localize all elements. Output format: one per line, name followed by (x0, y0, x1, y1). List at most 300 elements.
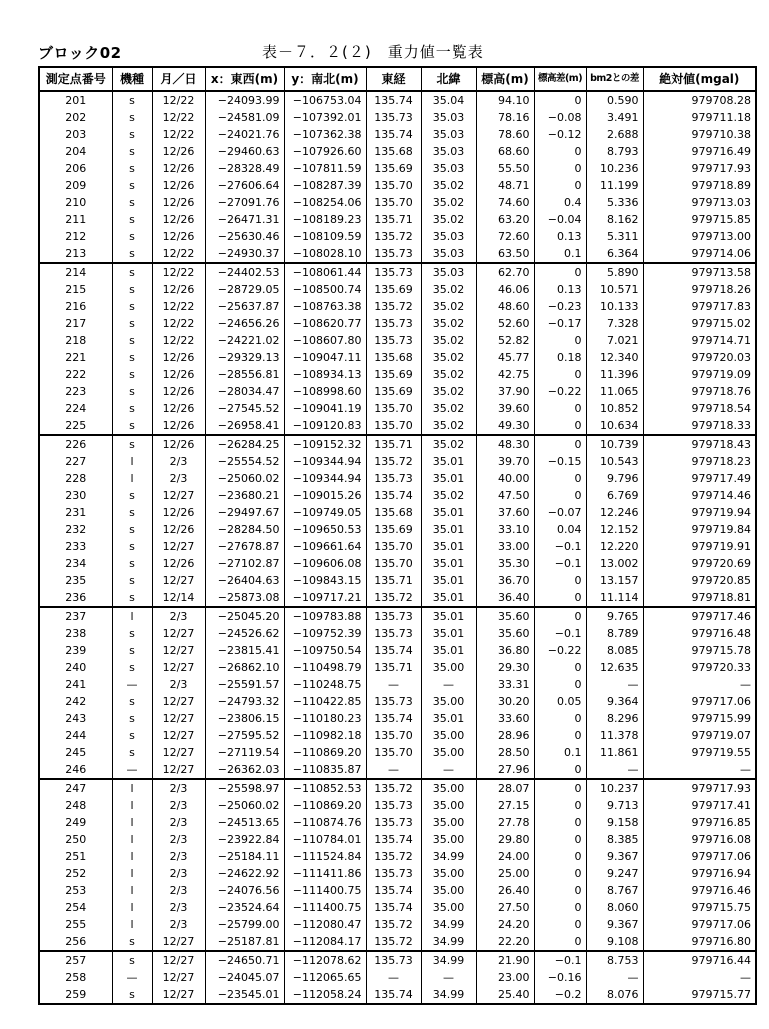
instrument-cell: s (112, 143, 152, 160)
table-row (39, 951, 756, 969)
point-id-cell: 238 (39, 625, 112, 642)
latitude-cell: 34.99 (421, 986, 476, 1004)
table-row (39, 986, 756, 1004)
elevation-cell: 46.06 (476, 281, 534, 298)
latitude-cell: 35.02 (421, 487, 476, 504)
elevation-diff-cell: −0.22 (534, 383, 586, 400)
y-north-south-cell: −108934.13 (284, 366, 366, 383)
date-cell: 12/26 (152, 211, 205, 228)
bm2-diff-cell: 3.491 (586, 109, 643, 126)
point-id-cell: 223 (39, 383, 112, 400)
absolute-value-cell: 979720.85 (643, 572, 756, 589)
y-north-south-cell: −108109.59 (284, 228, 366, 245)
header-bm2-diff: bm2との差 (586, 67, 643, 91)
table-row (39, 848, 756, 865)
table-row (39, 228, 756, 245)
instrument-cell: s (112, 383, 152, 400)
longitude-cell: 135.72 (366, 228, 421, 245)
x-east-west-cell: −27119.54 (205, 744, 284, 761)
latitude-cell: 35.02 (421, 383, 476, 400)
date-cell: 12/27 (152, 487, 205, 504)
absolute-value-cell: 979714.06 (643, 245, 756, 263)
latitude-cell: 35.03 (421, 143, 476, 160)
bm2-diff-cell: 9.247 (586, 865, 643, 882)
date-cell: 12/22 (152, 332, 205, 349)
date-cell: 12/27 (152, 951, 205, 969)
table-body (39, 91, 756, 1004)
date-cell: 12/27 (152, 659, 205, 676)
point-id-cell: 210 (39, 194, 112, 211)
absolute-value-cell: 979718.89 (643, 177, 756, 194)
x-east-west-cell: −24622.92 (205, 865, 284, 882)
y-north-south-cell: −109041.19 (284, 400, 366, 417)
longitude-cell: 135.68 (366, 143, 421, 160)
latitude-cell: 34.99 (421, 848, 476, 865)
instrument-cell: s (112, 435, 152, 453)
bm2-diff-cell: 9.158 (586, 814, 643, 831)
absolute-value-cell: 979714.46 (643, 487, 756, 504)
longitude-cell: 135.68 (366, 504, 421, 521)
x-east-west-cell: −27102.87 (205, 555, 284, 572)
date-cell: 12/26 (152, 435, 205, 453)
y-north-south-cell: −108061.44 (284, 263, 366, 281)
longitude-cell: 135.74 (366, 831, 421, 848)
latitude-cell: — (421, 761, 476, 779)
elevation-diff-cell: 0 (534, 899, 586, 916)
x-east-west-cell: −25554.52 (205, 453, 284, 470)
latitude-cell: 35.01 (421, 538, 476, 555)
longitude-cell: 135.73 (366, 607, 421, 625)
table-row (39, 315, 756, 332)
header-x-east-west: x：東西(m) (205, 67, 284, 91)
y-north-south-cell: −109047.11 (284, 349, 366, 366)
latitude-cell: 34.99 (421, 916, 476, 933)
date-cell: 12/26 (152, 194, 205, 211)
y-north-south-cell: −110248.75 (284, 676, 366, 693)
elevation-cell: 35.60 (476, 607, 534, 625)
longitude-cell: 135.73 (366, 245, 421, 263)
y-north-south-cell: −110874.76 (284, 814, 366, 831)
instrument-cell: s (112, 211, 152, 228)
latitude-cell: 35.01 (421, 607, 476, 625)
longitude-cell: 135.73 (366, 625, 421, 642)
latitude-cell: 35.03 (421, 263, 476, 281)
elevation-cell: 35.60 (476, 625, 534, 642)
absolute-value-cell: 979716.08 (643, 831, 756, 848)
elevation-cell: 63.50 (476, 245, 534, 263)
latitude-cell: 35.02 (421, 400, 476, 417)
x-east-west-cell: −25630.46 (205, 228, 284, 245)
elevation-diff-cell: −0.17 (534, 315, 586, 332)
table-row (39, 400, 756, 417)
point-id-cell: 237 (39, 607, 112, 625)
instrument-cell: s (112, 727, 152, 744)
table-row (39, 263, 756, 281)
y-north-south-cell: −110422.85 (284, 693, 366, 710)
bm2-diff-cell: 11.861 (586, 744, 643, 761)
bm2-diff-cell: 8.162 (586, 211, 643, 228)
block-title: ブロック02 (38, 44, 122, 62)
y-north-south-cell: −107926.60 (284, 143, 366, 160)
table-row (39, 969, 756, 986)
absolute-value-cell: 979719.07 (643, 727, 756, 744)
bm2-diff-cell: 11.114 (586, 589, 643, 607)
header-latitude: 北緯 (421, 67, 476, 91)
elevation-diff-cell: 0 (534, 814, 586, 831)
x-east-west-cell: −23806.15 (205, 710, 284, 727)
absolute-value-cell: 979719.91 (643, 538, 756, 555)
latitude-cell: — (421, 676, 476, 693)
longitude-cell: 135.71 (366, 659, 421, 676)
latitude-cell: 35.02 (421, 435, 476, 453)
latitude-cell: 35.01 (421, 470, 476, 487)
table-row (39, 504, 756, 521)
elevation-cell: 39.60 (476, 400, 534, 417)
x-east-west-cell: −28556.81 (205, 366, 284, 383)
elevation-diff-cell: −0.04 (534, 211, 586, 228)
instrument-cell: s (112, 177, 152, 194)
longitude-cell: 135.73 (366, 332, 421, 349)
absolute-value-cell: 979713.58 (643, 263, 756, 281)
elevation-diff-cell: 0.1 (534, 245, 586, 263)
instrument-cell: s (112, 366, 152, 383)
elevation-cell: 55.50 (476, 160, 534, 177)
instrument-cell: s (112, 332, 152, 349)
table-row (39, 435, 756, 453)
longitude-cell: 135.72 (366, 453, 421, 470)
absolute-value-cell: 979713.00 (643, 228, 756, 245)
x-east-west-cell: −25799.00 (205, 916, 284, 933)
longitude-cell: 135.72 (366, 779, 421, 797)
absolute-value-cell: 979718.33 (643, 417, 756, 435)
y-north-south-cell: −110784.01 (284, 831, 366, 848)
elevation-diff-cell: 0 (534, 779, 586, 797)
y-north-south-cell: −107811.59 (284, 160, 366, 177)
date-cell: 12/22 (152, 298, 205, 315)
elevation-cell: 22.20 (476, 933, 534, 951)
point-id-cell: 216 (39, 298, 112, 315)
longitude-cell: 135.71 (366, 435, 421, 453)
point-id-cell: 252 (39, 865, 112, 882)
table-row (39, 126, 756, 143)
absolute-value-cell: 979713.03 (643, 194, 756, 211)
elevation-cell: 49.30 (476, 417, 534, 435)
latitude-cell: 35.02 (421, 349, 476, 366)
x-east-west-cell: −28034.47 (205, 383, 284, 400)
table-title: 表－７．２(２) 重力値一覧表 (262, 43, 484, 61)
table-row (39, 91, 756, 109)
absolute-value-cell: 979710.38 (643, 126, 756, 143)
longitude-cell: 135.69 (366, 366, 421, 383)
latitude-cell: 35.01 (421, 642, 476, 659)
absolute-value-cell: 979719.94 (643, 504, 756, 521)
table-row (39, 555, 756, 572)
point-id-cell: 228 (39, 470, 112, 487)
table-row (39, 831, 756, 848)
elevation-cell: 33.60 (476, 710, 534, 727)
instrument-cell: s (112, 194, 152, 211)
point-id-cell: 232 (39, 521, 112, 538)
longitude-cell: 135.68 (366, 349, 421, 366)
table-row (39, 899, 756, 916)
table-row (39, 814, 756, 831)
bm2-diff-cell: 11.378 (586, 727, 643, 744)
table-row (39, 744, 756, 761)
elevation-cell: 35.30 (476, 555, 534, 572)
table-row (39, 676, 756, 693)
bm2-diff-cell: 13.002 (586, 555, 643, 572)
elevation-cell: 27.50 (476, 899, 534, 916)
elevation-cell: 42.75 (476, 366, 534, 383)
absolute-value-cell: 979718.26 (643, 281, 756, 298)
instrument-cell: s (112, 298, 152, 315)
bm2-diff-cell: 12.246 (586, 504, 643, 521)
latitude-cell: — (421, 969, 476, 986)
y-north-south-cell: −109661.64 (284, 538, 366, 555)
bm2-diff-cell: 5.336 (586, 194, 643, 211)
table-row (39, 916, 756, 933)
y-north-south-cell: −110180.23 (284, 710, 366, 727)
elevation-diff-cell: 0 (534, 589, 586, 607)
y-north-south-cell: −111411.86 (284, 865, 366, 882)
x-east-west-cell: −27091.76 (205, 194, 284, 211)
elevation-cell: 25.00 (476, 865, 534, 882)
elevation-diff-cell: 0.4 (534, 194, 586, 211)
instrument-cell: l (112, 831, 152, 848)
absolute-value-cell: 979719.55 (643, 744, 756, 761)
bm2-diff-cell: 10.634 (586, 417, 643, 435)
elevation-diff-cell: −0.23 (534, 298, 586, 315)
latitude-cell: 35.02 (421, 315, 476, 332)
latitude-cell: 35.00 (421, 727, 476, 744)
date-cell: 12/22 (152, 91, 205, 109)
latitude-cell: 35.02 (421, 366, 476, 383)
point-id-cell: 221 (39, 349, 112, 366)
point-id-cell: 222 (39, 366, 112, 383)
table-row (39, 417, 756, 435)
elevation-diff-cell: 0 (534, 710, 586, 727)
date-cell: 12/26 (152, 366, 205, 383)
latitude-cell: 35.01 (421, 504, 476, 521)
y-north-south-cell: −108763.38 (284, 298, 366, 315)
date-cell: 12/26 (152, 383, 205, 400)
point-id-cell: 250 (39, 831, 112, 848)
elevation-diff-cell: 0 (534, 417, 586, 435)
bm2-diff-cell: 8.767 (586, 882, 643, 899)
date-cell: 12/27 (152, 710, 205, 727)
instrument-cell: s (112, 642, 152, 659)
instrument-cell: s (112, 710, 152, 727)
y-north-south-cell: −109750.54 (284, 642, 366, 659)
header-elevation-diff: 標高差(m) (534, 67, 586, 91)
absolute-value-cell: 979717.49 (643, 470, 756, 487)
point-id-cell: 224 (39, 400, 112, 417)
longitude-cell: 135.72 (366, 298, 421, 315)
elevation-cell: 36.70 (476, 572, 534, 589)
table-row (39, 538, 756, 555)
table-row (39, 332, 756, 349)
absolute-value-cell: 979715.02 (643, 315, 756, 332)
longitude-cell: 135.73 (366, 470, 421, 487)
x-east-west-cell: −24045.07 (205, 969, 284, 986)
instrument-cell: s (112, 986, 152, 1004)
y-north-south-cell: −111400.75 (284, 899, 366, 916)
elevation-diff-cell: 0 (534, 332, 586, 349)
longitude-cell: 135.73 (366, 797, 421, 814)
instrument-cell: s (112, 555, 152, 572)
bm2-diff-cell: 9.367 (586, 848, 643, 865)
longitude-cell: 135.73 (366, 109, 421, 126)
table-row (39, 177, 756, 194)
date-cell: 2/3 (152, 453, 205, 470)
bm2-diff-cell: 9.367 (586, 916, 643, 933)
longitude-cell: 135.74 (366, 986, 421, 1004)
point-id-cell: 259 (39, 986, 112, 1004)
longitude-cell: 135.72 (366, 933, 421, 951)
bm2-diff-cell: — (586, 676, 643, 693)
absolute-value-cell: 979717.41 (643, 797, 756, 814)
date-cell: 12/27 (152, 986, 205, 1004)
longitude-cell: 135.70 (366, 538, 421, 555)
date-cell: 2/3 (152, 865, 205, 882)
x-east-west-cell: −23922.84 (205, 831, 284, 848)
bm2-diff-cell: 12.340 (586, 349, 643, 366)
x-east-west-cell: −28284.50 (205, 521, 284, 538)
latitude-cell: 35.00 (421, 865, 476, 882)
elevation-diff-cell: 0 (534, 263, 586, 281)
bm2-diff-cell: 10.739 (586, 435, 643, 453)
longitude-cell: 135.74 (366, 882, 421, 899)
y-north-south-cell: −112065.65 (284, 969, 366, 986)
instrument-cell: l (112, 797, 152, 814)
date-cell: 12/14 (152, 589, 205, 607)
x-east-west-cell: −26958.41 (205, 417, 284, 435)
bm2-diff-cell: 10.237 (586, 779, 643, 797)
longitude-cell: 135.73 (366, 693, 421, 710)
bm2-diff-cell: 7.328 (586, 315, 643, 332)
date-cell: 2/3 (152, 899, 205, 916)
latitude-cell: 35.01 (421, 589, 476, 607)
instrument-cell: — (112, 761, 152, 779)
elevation-cell: 36.40 (476, 589, 534, 607)
header-y-north-south: y：南北(m) (284, 67, 366, 91)
x-east-west-cell: −25060.02 (205, 470, 284, 487)
y-north-south-cell: −112084.17 (284, 933, 366, 951)
instrument-cell: l (112, 779, 152, 797)
elevation-diff-cell: 0 (534, 676, 586, 693)
date-cell: 2/3 (152, 797, 205, 814)
y-north-south-cell: −110869.20 (284, 744, 366, 761)
date-cell: 12/26 (152, 228, 205, 245)
x-east-west-cell: −24402.53 (205, 263, 284, 281)
elevation-diff-cell: −0.2 (534, 986, 586, 1004)
table-row (39, 281, 756, 298)
y-north-south-cell: −108607.80 (284, 332, 366, 349)
x-east-west-cell: −25184.11 (205, 848, 284, 865)
point-id-cell: 230 (39, 487, 112, 504)
date-cell: 12/27 (152, 933, 205, 951)
elevation-diff-cell: 0 (534, 659, 586, 676)
date-cell: 12/26 (152, 400, 205, 417)
y-north-south-cell: −108620.77 (284, 315, 366, 332)
y-north-south-cell: −109015.26 (284, 487, 366, 504)
absolute-value-cell: — (643, 676, 756, 693)
y-north-south-cell: −109843.15 (284, 572, 366, 589)
x-east-west-cell: −24656.26 (205, 315, 284, 332)
latitude-cell: 35.03 (421, 245, 476, 263)
absolute-value-cell: 979717.06 (643, 848, 756, 865)
point-id-cell: 255 (39, 916, 112, 933)
elevation-cell: 52.82 (476, 332, 534, 349)
elevation-diff-cell: 0 (534, 177, 586, 194)
bm2-diff-cell: 8.789 (586, 625, 643, 642)
x-east-west-cell: −23545.01 (205, 986, 284, 1004)
header-point-id: 測定点番号 (39, 67, 112, 91)
x-east-west-cell: −23815.41 (205, 642, 284, 659)
longitude-cell: 135.70 (366, 177, 421, 194)
absolute-value-cell: 979716.49 (643, 143, 756, 160)
point-id-cell: 249 (39, 814, 112, 831)
x-east-west-cell: −29460.63 (205, 143, 284, 160)
point-id-cell: 231 (39, 504, 112, 521)
table-row (39, 659, 756, 676)
header-elevation: 標高(m) (476, 67, 534, 91)
instrument-cell: l (112, 916, 152, 933)
bm2-diff-cell: 12.152 (586, 521, 643, 538)
x-east-west-cell: −24793.32 (205, 693, 284, 710)
x-east-west-cell: −26284.25 (205, 435, 284, 453)
instrument-cell: s (112, 417, 152, 435)
y-north-south-cell: −110982.18 (284, 727, 366, 744)
date-cell: 12/27 (152, 693, 205, 710)
absolute-value-cell: 979716.46 (643, 882, 756, 899)
bm2-diff-cell: 11.396 (586, 366, 643, 383)
header-date: 月／日 (152, 67, 205, 91)
absolute-value-cell: 979717.46 (643, 607, 756, 625)
longitude-cell: 135.70 (366, 400, 421, 417)
longitude-cell: 135.73 (366, 865, 421, 882)
elevation-diff-cell: 0.13 (534, 281, 586, 298)
longitude-cell: 135.74 (366, 899, 421, 916)
table-row (39, 521, 756, 538)
bm2-diff-cell: 13.157 (586, 572, 643, 589)
longitude-cell: 135.69 (366, 281, 421, 298)
bm2-diff-cell: 8.793 (586, 143, 643, 160)
instrument-cell: s (112, 91, 152, 109)
elevation-cell: 27.78 (476, 814, 534, 831)
elevation-cell: 29.30 (476, 659, 534, 676)
date-cell: 12/26 (152, 281, 205, 298)
absolute-value-cell: 979711.18 (643, 109, 756, 126)
table-row (39, 761, 756, 779)
header-longitude: 東経 (366, 67, 421, 91)
elevation-diff-cell: 0 (534, 882, 586, 899)
elevation-cell: 33.31 (476, 676, 534, 693)
absolute-value-cell: 979715.99 (643, 710, 756, 727)
bm2-diff-cell: 5.890 (586, 263, 643, 281)
point-id-cell: 236 (39, 589, 112, 607)
point-id-cell: 206 (39, 160, 112, 177)
date-cell: 12/26 (152, 521, 205, 538)
elevation-diff-cell: 0 (534, 143, 586, 160)
date-cell: 2/3 (152, 607, 205, 625)
date-cell: 2/3 (152, 470, 205, 487)
elevation-diff-cell: −0.08 (534, 109, 586, 126)
point-id-cell: 245 (39, 744, 112, 761)
absolute-value-cell: 979718.23 (643, 453, 756, 470)
instrument-cell: s (112, 744, 152, 761)
elevation-cell: 28.96 (476, 727, 534, 744)
